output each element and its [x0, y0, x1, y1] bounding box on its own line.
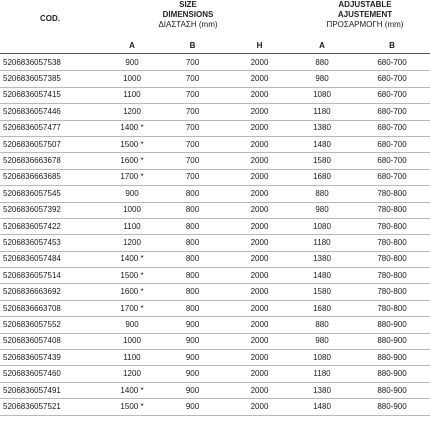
size-a-cell: 1500 * — [108, 268, 156, 284]
col-header-adj-b: B — [389, 41, 395, 50]
table-row — [0, 284, 430, 300]
size-h-cell: 2000 — [229, 235, 290, 251]
size-h-cell: 2000 — [229, 333, 290, 349]
adj-a-cell: 1380 — [290, 251, 354, 267]
size-b-cell: 700 — [156, 153, 229, 169]
code-cell: 5206836057514 — [0, 268, 108, 284]
adj-b-cell: 780-800 — [354, 284, 430, 300]
adj-b-cell: 880-900 — [354, 366, 430, 382]
size-a-cell: 1200 — [108, 366, 156, 382]
adj-b-cell: 880-900 — [354, 333, 430, 349]
size-b-cell: 700 — [156, 71, 229, 87]
table-row — [0, 235, 430, 251]
code-cell: 5206836057446 — [0, 104, 108, 120]
adj-a-cell: 980 — [290, 333, 354, 349]
size-h-cell: 2000 — [229, 104, 290, 120]
code-cell: 5206836057422 — [0, 218, 108, 234]
code-cell: 5206836057552 — [0, 317, 108, 333]
table-header — [0, 0, 430, 56]
size-a-cell: 1000 — [108, 202, 156, 218]
adj-b-cell: 780-800 — [354, 186, 430, 202]
table-row — [0, 202, 430, 218]
size-a-cell: 1600 * — [108, 153, 156, 169]
adj-a-cell: 880 — [290, 317, 354, 333]
adj-b-cell: 880-900 — [354, 350, 430, 366]
adj-a-cell: 1180 — [290, 235, 354, 251]
size-b-cell: 800 — [156, 300, 229, 316]
table-row — [0, 120, 430, 136]
size-a-cell: 1400 * — [108, 120, 156, 136]
size-a-cell: 1400 * — [108, 251, 156, 267]
size-b-cell: 700 — [156, 87, 229, 103]
adj-a-cell: 1080 — [290, 350, 354, 366]
size-h-cell: 2000 — [229, 202, 290, 218]
code-cell: 5206836057545 — [0, 186, 108, 202]
code-cell: 5206836057453 — [0, 235, 108, 251]
table-row — [0, 251, 430, 267]
code-cell: 5206836057408 — [0, 333, 108, 349]
adj-b-cell: 680-700 — [354, 87, 430, 103]
size-h-cell: 2000 — [229, 186, 290, 202]
adj-b-cell: 780-800 — [354, 300, 430, 316]
size-h-cell: 2000 — [229, 350, 290, 366]
adj-a-cell: 1180 — [290, 366, 354, 382]
adj-a-cell: 980 — [290, 71, 354, 87]
adj-b-cell: 780-800 — [354, 218, 430, 234]
adj-a-cell: 1080 — [290, 218, 354, 234]
table-row — [0, 382, 430, 398]
table-row — [0, 136, 430, 152]
size-b-cell: 800 — [156, 218, 229, 234]
code-cell: 5206836057484 — [0, 251, 108, 267]
col-header-a: A — [129, 41, 135, 50]
size-h-cell: 2000 — [229, 136, 290, 152]
size-h-cell: 2000 — [229, 300, 290, 316]
size-b-cell: 700 — [156, 120, 229, 136]
adj-a-cell: 1080 — [290, 87, 354, 103]
table-row — [0, 317, 430, 333]
table-row — [0, 333, 430, 349]
adj-a-cell: 1480 — [290, 399, 354, 415]
size-a-cell: 1000 — [108, 333, 156, 349]
adjustable-header-line1: ADJUSTABLE — [338, 0, 392, 9]
table-row — [0, 350, 430, 366]
table-body — [0, 55, 430, 415]
size-h-cell: 2000 — [229, 87, 290, 103]
size-b-cell: 900 — [156, 317, 229, 333]
adj-b-cell: 780-800 — [354, 202, 430, 218]
size-b-cell: 900 — [156, 350, 229, 366]
size-h-cell: 2000 — [229, 153, 290, 169]
size-b-cell: 900 — [156, 382, 229, 398]
code-cell: 5206836057477 — [0, 120, 108, 136]
code-cell: 5206836057439 — [0, 350, 108, 366]
adjustable-header — [305, 0, 425, 30]
adj-b-cell: 680-700 — [354, 120, 430, 136]
table-row — [0, 87, 430, 103]
table-row — [0, 399, 430, 415]
size-header-line2: DIMENSIONS — [162, 10, 214, 19]
adj-b-cell: 680-700 — [354, 55, 430, 71]
size-a-cell: 1400 * — [108, 382, 156, 398]
size-h-cell: 2000 — [229, 399, 290, 415]
adjustable-header-line3: ΠΡΟΣΑΡΜΟΓΗ (mm) — [326, 20, 404, 29]
size-a-cell: 1500 * — [108, 399, 156, 415]
adj-b-cell: 780-800 — [354, 268, 430, 284]
adj-b-cell: 680-700 — [354, 136, 430, 152]
size-h-cell: 2000 — [229, 268, 290, 284]
code-cell: 5206836663692 — [0, 284, 108, 300]
code-cell: 5206836057538 — [0, 55, 108, 71]
size-h-cell: 2000 — [229, 71, 290, 87]
size-header — [128, 0, 248, 30]
adj-b-cell: 680-700 — [354, 169, 430, 185]
size-a-cell: 1200 — [108, 104, 156, 120]
size-h-cell: 2000 — [229, 120, 290, 136]
size-a-cell: 1500 * — [108, 136, 156, 152]
size-a-cell: 1700 * — [108, 169, 156, 185]
size-header-line3: ΔΙΑΣΤΑΣΗ (mm) — [158, 20, 218, 29]
adj-a-cell: 980 — [290, 202, 354, 218]
col-header-b: B — [189, 41, 196, 50]
adj-b-cell: 880-900 — [354, 399, 430, 415]
size-h-cell: 2000 — [229, 251, 290, 267]
size-header-line1: SIZE — [179, 0, 197, 9]
size-b-cell: 700 — [156, 55, 229, 71]
adj-a-cell: 880 — [290, 55, 354, 71]
adjustable-header-line2: AJUSTEMENT — [337, 10, 393, 19]
code-cell: 5206836057507 — [0, 136, 108, 152]
code-header: COD. — [40, 14, 60, 23]
adj-b-cell: 780-800 — [354, 251, 430, 267]
code-cell: 5206836057385 — [0, 71, 108, 87]
size-h-cell: 2000 — [229, 284, 290, 300]
size-b-cell: 800 — [156, 284, 229, 300]
size-a-cell: 1200 — [108, 235, 156, 251]
adj-b-cell: 680-700 — [354, 153, 430, 169]
size-a-cell: 1000 — [108, 71, 156, 87]
col-header-h: H — [256, 41, 263, 50]
adj-b-cell: 680-700 — [354, 104, 430, 120]
size-b-cell: 800 — [156, 268, 229, 284]
adj-b-cell: 780-800 — [354, 235, 430, 251]
size-a-cell: 900 — [108, 317, 156, 333]
size-a-cell: 1600 * — [108, 284, 156, 300]
size-b-cell: 900 — [156, 366, 229, 382]
size-h-cell: 2000 — [229, 382, 290, 398]
size-h-cell: 2000 — [229, 317, 290, 333]
code-cell: 5206836663685 — [0, 169, 108, 185]
size-b-cell: 800 — [156, 251, 229, 267]
size-a-cell: 900 — [108, 55, 156, 71]
adj-a-cell: 1680 — [290, 169, 354, 185]
size-a-cell: 900 — [108, 186, 156, 202]
size-b-cell: 700 — [156, 169, 229, 185]
table-row — [0, 186, 430, 202]
table-row — [0, 169, 430, 185]
col-header-adj-a: A — [319, 41, 325, 50]
size-b-cell: 800 — [156, 235, 229, 251]
size-h-cell: 2000 — [229, 169, 290, 185]
table-row — [0, 218, 430, 234]
code-cell: 5206836057415 — [0, 87, 108, 103]
adj-a-cell: 1580 — [290, 153, 354, 169]
size-a-cell: 1700 * — [108, 300, 156, 316]
table-row — [0, 55, 430, 71]
dimensions-table — [0, 55, 430, 416]
code-cell: 5206836663708 — [0, 300, 108, 316]
adj-a-cell: 1380 — [290, 120, 354, 136]
size-b-cell: 700 — [156, 104, 229, 120]
size-b-cell: 900 — [156, 399, 229, 415]
size-a-cell: 1100 — [108, 218, 156, 234]
size-h-cell: 2000 — [229, 366, 290, 382]
adj-a-cell: 1480 — [290, 268, 354, 284]
adj-a-cell: 1680 — [290, 300, 354, 316]
code-cell: 5206836663678 — [0, 153, 108, 169]
adj-a-cell: 1180 — [290, 104, 354, 120]
size-h-cell: 2000 — [229, 218, 290, 234]
size-a-cell: 1100 — [108, 87, 156, 103]
code-cell: 5206836057521 — [0, 399, 108, 415]
size-h-cell: 2000 — [229, 55, 290, 71]
adj-a-cell: 1380 — [290, 382, 354, 398]
table-row — [0, 366, 430, 382]
size-b-cell: 800 — [156, 186, 229, 202]
table-row — [0, 268, 430, 284]
adj-b-cell: 880-900 — [354, 382, 430, 398]
table-row — [0, 153, 430, 169]
size-a-cell: 1100 — [108, 350, 156, 366]
adj-b-cell: 680-700 — [354, 71, 430, 87]
adj-a-cell: 1580 — [290, 284, 354, 300]
size-b-cell: 800 — [156, 202, 229, 218]
table-row — [0, 104, 430, 120]
code-cell: 5206836057460 — [0, 366, 108, 382]
table-row — [0, 300, 430, 316]
size-b-cell: 700 — [156, 136, 229, 152]
code-cell: 5206836057491 — [0, 382, 108, 398]
adj-b-cell: 880-900 — [354, 317, 430, 333]
size-b-cell: 900 — [156, 333, 229, 349]
header-divider — [0, 53, 430, 54]
table-row — [0, 71, 430, 87]
adj-a-cell: 1480 — [290, 136, 354, 152]
adj-a-cell: 880 — [290, 186, 354, 202]
code-cell: 5206836057392 — [0, 202, 108, 218]
